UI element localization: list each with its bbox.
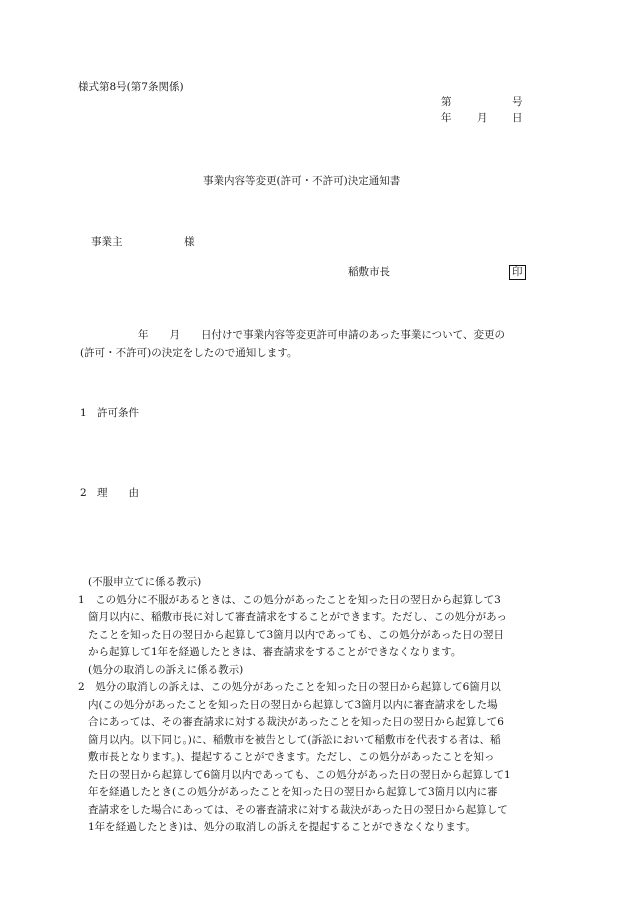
sender-name: 稲敷市長 [348,266,390,278]
form-label: 様式第8号(第7条関係) [78,81,184,93]
section1-label: 許可条件 [97,407,139,419]
notice-line: 年を経過したとき(この処分があったことを知った日の翌日から起算して3箇月以内に審 [88,786,498,798]
body-line: 年 月 日付けで事業内容等変更許可申請のあった事業について、変更の [138,329,505,341]
notice-item-1-first-line [78,592,553,610]
notice-heading-1: (不服申立てに係る教示) [88,576,202,588]
notice-line: たことを知った日の翌日から起算して3箇月以内であっても、この処分があった日の翌日 [88,628,504,641]
notice-line: 処分の取消しの訴えは、この処分があったことを知った日の翌日から起算して6箇月以 [95,681,501,693]
section1-number: 1 [80,407,87,419]
body-paragraph [80,327,555,362]
date-day-label: 日 [512,112,523,124]
notice-item-2-first-line [78,679,553,697]
notice-heading-2: (処分の取消しの訴えに係る教示) [88,663,244,676]
addressee-honorific: 様 [184,236,195,248]
seal-glyph: 印 [509,265,526,280]
notice-line: 合にあっては、その審査請求に対する裁決があったことを知った日の翌日から起算して6 [88,716,504,728]
notice-line: この処分に不服があるときは、この処分があったことを知った日の翌日から起算して3 [95,593,501,606]
date-month-label: 月 [477,112,488,124]
notice-line: 箇月以内に、稲敷市長に対して審査請求をすることができます。ただし、この処分があっ [88,611,508,623]
seal-mark [509,265,526,280]
number-label-gou: 号 [512,96,523,108]
notice-item-2-number: 2 [78,681,85,693]
addressee-label: 事業主 [91,236,123,248]
notice-item-1-number: 1 [78,593,85,606]
notice-block [78,574,553,837]
notice-line: 敷市長となります。)、提起することができます。ただし、この処分があったことを知っ [88,751,495,763]
number-label-dai: 第 [441,96,452,108]
document-title: 事業内容等変更(許可・不許可)決定通知書 [203,175,401,187]
notice-line: 1年を経過したとき)は、処分の取消しの訴えを提起することができなくなります。 [88,821,476,833]
notice-line: た日の翌日から起算して6箇月以内であっても、この処分があった日の翌日から起算して1 [88,768,511,781]
section2-label: 理 由 [97,487,139,499]
section2-number: 2 [80,487,87,499]
notice-line: 査請求をした場合にあっては、その審査請求に対する裁決があった日の翌日から起算して [88,803,508,816]
date-year-label: 年 [441,112,452,124]
notice-line: 内(この処分があったことを知った日の翌日から起算して3箇月以内に審査請求をした場 [88,698,498,711]
body-line: (許可・不許可)の決定をしたので通知します。 [80,346,298,359]
notice-line: 箇月以内。以下同じ。)に、稲敷市を被告として(訴訟において稲敷市を代表する者は、稲 [88,733,501,746]
notice-line: から起算して1年を経過したときは、審査請求をすることができなくなります。 [88,646,462,658]
